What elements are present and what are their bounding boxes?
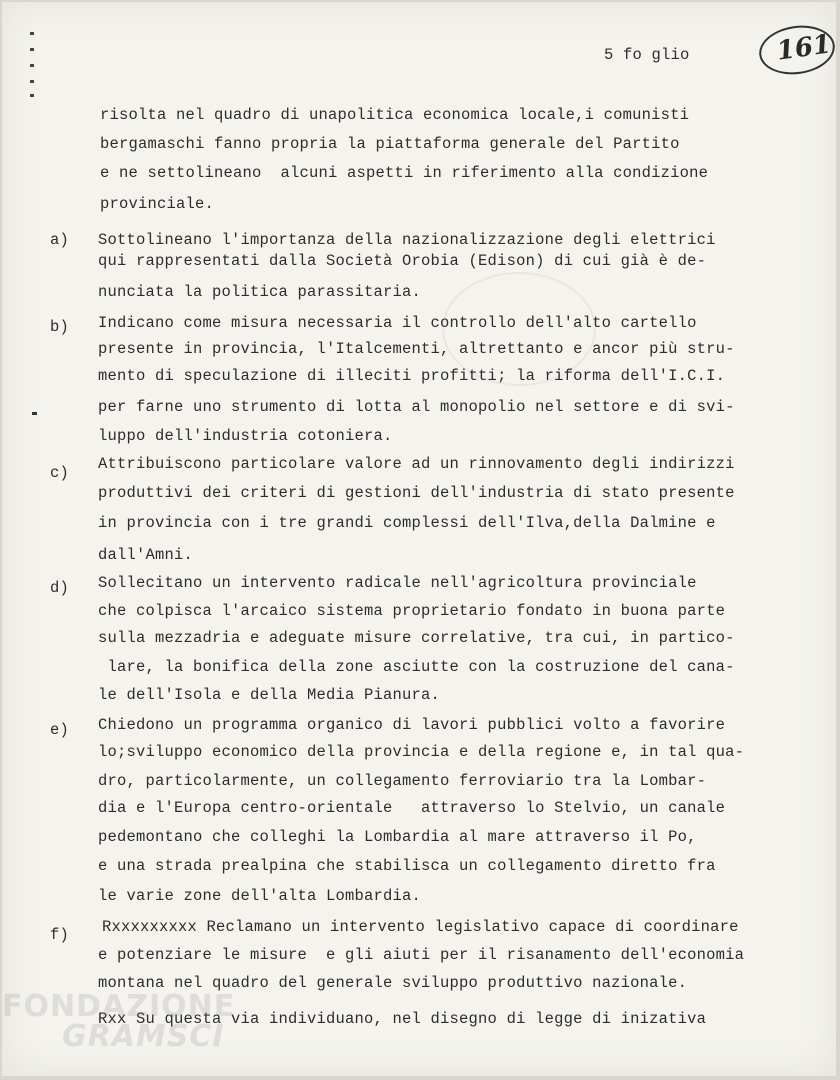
text-line: provinciale. (100, 195, 215, 213)
item-marker-b: b) (50, 318, 70, 336)
text-line: in provincia con i tre grandi complessi dell'Ilva,della Dalmine e (98, 514, 716, 532)
text-line: bergamaschi fanno propria la piattaforma generale del Partito (100, 135, 680, 153)
text-line: Chiedono un programma organico di lavori pubblici volto a favorire (98, 716, 726, 734)
item-marker-e: e) (50, 721, 70, 739)
text-line: pedemontano che colleghi la Lombardia al mare attraverso il Po, (98, 828, 697, 846)
text-line: Rxx Su questa via individuano, nel disegno di legge di inizativa (98, 1010, 707, 1028)
text-line: Sollecitano un intervento radicale nell'agricoltura provinciale (98, 574, 697, 592)
text-line: lo;sviluppo economico della provincia e della regione e, in tal qua- (98, 743, 745, 761)
text-line: montana nel quadro del generale sviluppo produttivo nazionale. (98, 974, 688, 992)
text-line: qui rappresentati dalla Società Orobia (Edison) di cui già è de- (98, 252, 707, 270)
text-line: presente in provincia, l'Italcementi, altrettanto e ancor più stru- (98, 340, 735, 358)
text-line: che colpisca l'arcaico sistema proprietario fondato in buona parte (98, 602, 726, 620)
page-number: 161 (774, 29, 833, 67)
item-marker-d: d) (50, 579, 70, 597)
text-line: e ne settolineano alcuni aspetti in riferimento alla condizione (100, 164, 709, 182)
text-line: Attribuiscono particolare valore ad un rinnovamento degli indirizzi (98, 455, 735, 473)
text-line: sulla mezzadria e adeguate misure correlative, tra cui, in partico- (98, 629, 735, 647)
archive-watermark (2, 989, 236, 1054)
text-line: luppo dell'industria cotoniera. (98, 427, 393, 445)
item-marker-c: c) (50, 464, 70, 482)
document-page (2, 2, 836, 1076)
item-marker-a: a) (50, 231, 70, 249)
text-line: mento di speculazione di illeciti profitti; la riforma dell'I.C.I. (98, 367, 726, 385)
text-line: lare, la bonifica della zone asciutte con la costruzione del cana- (98, 658, 735, 676)
text-line: dia e l'Europa centro-orientale attraverso lo Stelvio, un canale (98, 799, 726, 817)
watermark-line-2: GRAMSCI (62, 1019, 225, 1054)
text-line: per farne uno strumento di lotta al monopolio nel settore e di svi- (98, 398, 735, 416)
text-line: e potenziare le misure e gli aiuti per il risanamento dell'economia (98, 946, 745, 964)
typed-body (2, 2, 836, 1076)
text-line: dro, particolarmente, un collegamento ferroviario tra la Lombar- (98, 772, 707, 790)
text-line: risolta nel quadro di unapolitica economica locale,i comunisti (100, 106, 690, 124)
text-line: dall'Amni. (98, 546, 194, 564)
text-line: produttivi dei criteri di gestioni dell'industria di stato presente (98, 484, 735, 502)
watermark-line-1: FONDAZIONE (2, 989, 236, 1024)
text-line: le varie zone dell'alta Lombardia. (98, 887, 422, 905)
sheet-label: 5 fo glio (604, 46, 690, 64)
item-marker-f: f) (50, 926, 70, 944)
text-line: le dell'Isola e della Media Pianura. (98, 686, 441, 704)
text-line: Rxxxxxxxxx Reclamano un intervento legislativo capace di coordinare (102, 918, 739, 936)
text-line: Indicano come misura necessaria il controllo dell'alto cartello (98, 314, 697, 332)
text-line: nunciata la politica parassitaria. (98, 283, 422, 301)
text-line: e una strada prealpina che stabilisca un collegamento diretto fra (98, 857, 716, 875)
text-line: Sottolineano l'importanza della nazionalizzazione degli elettrici (98, 231, 716, 249)
